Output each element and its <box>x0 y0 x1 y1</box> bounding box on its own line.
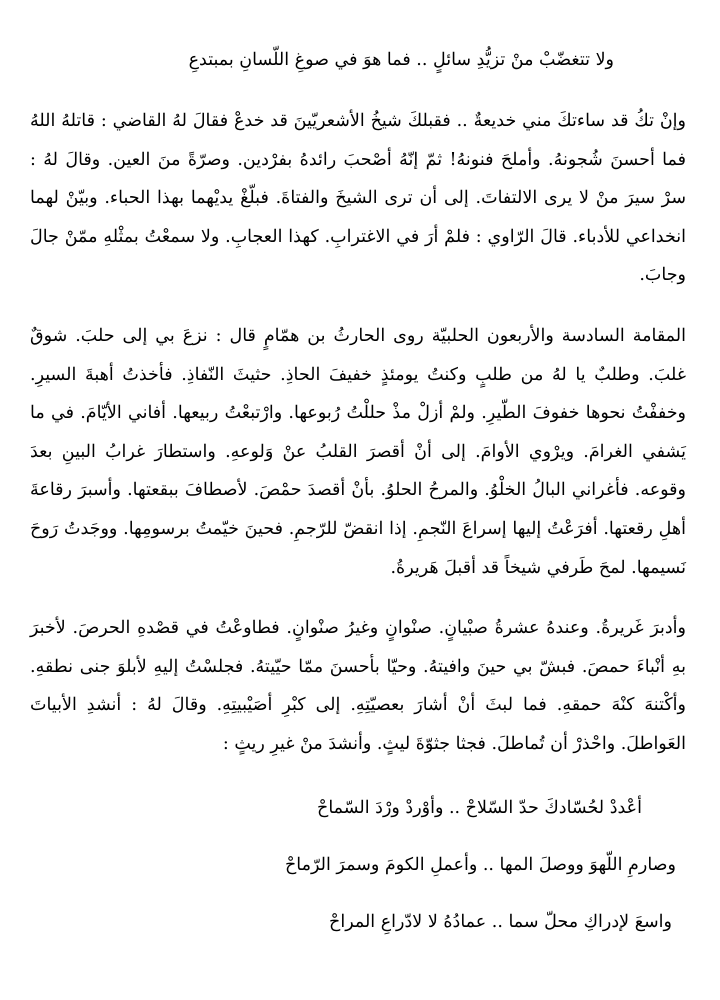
paragraph-3: وأدبرَ غَريرةُ. وعندهُ عشرةُ صبْيانٍ. صنْوانٍ وغيرُ صنْوانٍ. فطاوعْتُ في قصْدهِ الحرصَ. لأخبرَ بهِ أنْباءَ حمصَ. فبشّ بي حينَ وافيتهُ. وحيّا بأحسنَ ممّا حيّيتهُ. فجلسْتُ إليهِ لأبلوَ جنى نطقهِ. وأكْتنهَ كنْهَ حمقهِ. فما لبثَ أنْ أشارَ بعصيّتِهِ. إلى كبْرِ أصَيْبيتِهِ. وقالَ لهُ : أنشدِ الأبياتَ العَواطلَ. واحْذرْ أن تُماطلَ. فجثا جثوّةَ ليثٍ. وأنشدَ منْ غيرِ ريثٍ : <box>30 618 686 754</box>
verse-line-1: أعْددْ لحُسّادكَ حدّ السّلاحْ .. وأوْردْ ورْدَ السّماحْ <box>317 797 642 818</box>
verse-line-3: واسعَ لإدراكِ محلّ سما .. عمادُهُ لا لادّراعِ المراحْ <box>329 911 672 932</box>
opening-verse: ولا تتغضّبْ منْ تزيُّدِ سائلٍ .. فما هوَ في صوغِ اللّسانِ بمبتدعِ <box>188 50 614 70</box>
verse-line-2: وصارمِ اللّهوَ ووصلَ المها .. وأعملِ الكومَ وسمرَ الرّماحْ <box>285 854 676 875</box>
paragraph-1: وإنْ تكُ قد ساءتكَ مني خديعةٌ .. فقبلكَ شيخُ الأشعريّينَ قد خدعْ فقالَ لهُ القاضي : قاتلهُ اللهُ فما أحسنَ شُجونهُ. وأملحَ فنونهُ! ثمّ إنّهُ أصْحبَ رائدهُ بفرْدين. وصرّةً منَ العين. وقالَ لهُ : سرْ سيرَ منْ لا يرى الالتفاتَ. إلى أن ترى الشيخَ والفتاةَ. فبلّغْ يديْهما بهذا الحباء. وبيّنْ لهما انخداعي للأدباء. قالَ الرّاوي : فلمْ أرَ في الاغترابِ. كهذا العجابِ. ولا سمعْتُ بمثْلهِ ممّنْ جالَ وجابَ. <box>30 111 686 286</box>
paragraph-2: المقامة السادسة والأربعون الحلبيّة روى الحارثُ بن همّامٍ قال : نزعَ بي إلى حلبَ. شوقٌ غلبَ. وطلبٌ يا لهُ من طلبٍ وكنتُ يومئذٍ خفيفَ الحاذِ. حثيثَ النّفاذِ. فأخذتُ أهبةَ السيرِ. وخففْتُ نحوها خفوفَ الطّيرِ. ولمْ أزلْ مذْ حللْتُ رُبوعها. وارْتبعْتُ ربيعها. أفاني الأيّامَ. في ما يَشفي الغرامَ. ويرْوي الأوامَ. إلى أنْ أقصرَ القلبُ عنْ وَلوعهِ. واستطارَ غرابُ البينِ بعدَ وقوعه. فأغراني البالُ الخلْوُ. والمرحُ الحلوُ. بأنْ أقصدَ حمْصَ. لأصطافَ ببقعتها. وأسبرَ رقاعةَ أهلِ رقعتها. أفرَعْتُ إليها إسراعَ النّجمِ. إذا انقضّ للرّجمِ. فحينَ خيّمتُ برسومِها. ووجَدتُ رَوحَ نَسيمها. لمحَ طَرفي شيخاً قد أقبلَ هَريرةُ. <box>30 325 686 578</box>
closing-verses <box>30 788 686 942</box>
